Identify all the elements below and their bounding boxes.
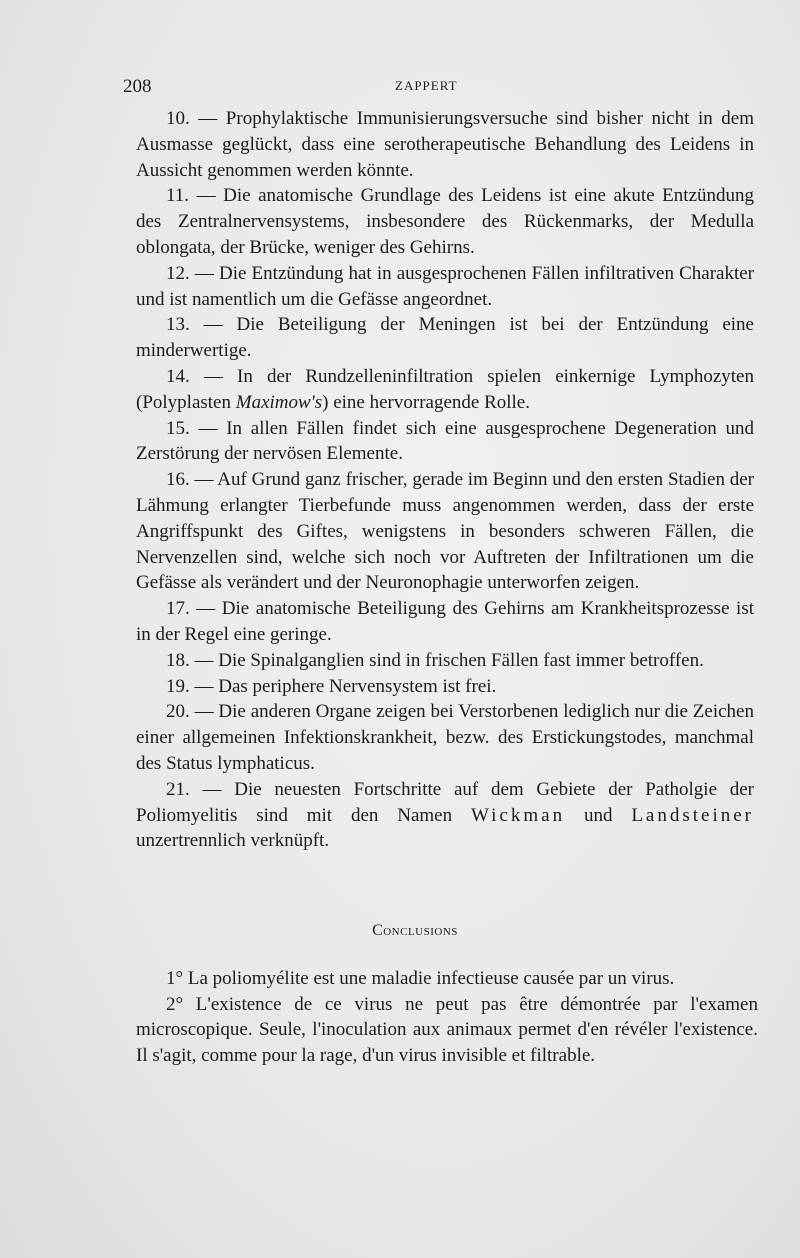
conclusion-item-1 xyxy=(136,966,758,992)
paragraph-number: 10. xyxy=(166,108,190,129)
page-header xyxy=(123,76,643,102)
paragraph-number: 16. xyxy=(166,469,190,491)
paragraph-19 xyxy=(136,674,754,700)
paragraph-text: — Die anatomische Grundlage des Leidens ist eine akute Entzündung des Zentralnervensystems, insbesondere des Rückenmarks, der Medulla oblongata, der Brücke, weniger des Gehirns. xyxy=(136,185,754,258)
paragraph-text-mid: und xyxy=(565,804,632,826)
paragraph-20 xyxy=(136,699,754,776)
paragraph-number: 14. xyxy=(166,365,190,387)
conclusion-number: 2° xyxy=(166,993,184,1015)
conclusion-item-2 xyxy=(136,992,758,1069)
paragraph-13 xyxy=(136,312,754,364)
paragraph-number: 19. xyxy=(166,675,190,697)
section-title-conclusions: Conclusions xyxy=(372,922,458,939)
paragraph-21 xyxy=(136,777,754,854)
paragraph-text: — Die anderen Organe zeigen bei Verstorbenen lediglich nur die Zeichen einer allgemeinen Infektionskrankheit, bezw. des Erstickungstodes, manchmal des Status lymphaticus. xyxy=(136,701,754,774)
paragraph-number: 17. xyxy=(166,598,190,620)
paragraph-16 xyxy=(136,467,754,596)
paragraph-11 xyxy=(136,183,754,260)
paragraph-number: 12. xyxy=(166,262,190,284)
paragraph-text: — Prophylaktische Immunisierungsversuche sind bisher nicht in dem Ausmasse geglückt, dass eine serotherapeutische Behandlung des Leidens in Aussicht genommen werden könnte. xyxy=(136,108,754,181)
paragraph-14 xyxy=(136,364,754,416)
paragraph-number: 18. xyxy=(166,649,190,671)
paragraph-15 xyxy=(136,416,754,468)
numbered-conclusions xyxy=(136,106,754,854)
page-number: 208 xyxy=(123,76,152,97)
paragraph-12 xyxy=(136,261,754,313)
paragraph-text: — Die Beteiligung der Meningen ist bei der Entzündung eine minderwertige. xyxy=(136,314,754,362)
paragraph-text: — Die Entzündung hat in ausgesprochenen Fällen infiltrativen Charakter und ist namentlich um die Gefässe angeordnet. xyxy=(136,262,754,310)
paragraph-text: — Die Spinalganglien sind in frischen Fällen fast immer betroffen. xyxy=(189,649,704,671)
paragraph-number: 13. xyxy=(166,314,190,336)
paragraph-number: 15. xyxy=(166,417,190,439)
author-name-italic: Maximow's xyxy=(235,391,323,413)
paragraph-text: — In allen Fällen findet sich eine ausgesprochene Degeneration und Zerstörung der nervösen Elemente. xyxy=(136,417,754,465)
paragraph-10 xyxy=(136,106,754,183)
paragraph-number: 21. xyxy=(166,778,190,800)
running-head: ZAPPERT xyxy=(395,78,458,93)
paragraph-text: — Die neuesten Fortschritte auf dem Gebiete der Patholgie der Poliomyelitis sind mit den Namen xyxy=(136,778,754,826)
paragraph-number: 11. xyxy=(166,185,190,207)
paragraph-number: 20. xyxy=(166,701,190,723)
author-name-landsteiner: Landsteiner xyxy=(631,804,755,826)
paragraph-18 xyxy=(136,648,754,674)
conclusion-text: La poliomyélite est une maladie infectieuse causée par un virus. xyxy=(183,968,675,989)
paragraph-text-end: ) eine hervorragende Rolle. xyxy=(322,391,530,413)
paragraph-text: — In der Rundzelleninfiltration spielen einkernige Lymphozyten (Polyplasten xyxy=(136,365,754,413)
paragraph-17 xyxy=(136,596,754,648)
paragraph-text: — Das periphere Nervensystem ist frei. xyxy=(189,675,497,697)
paragraph-text-end: unzertrennlich verknüpft. xyxy=(136,830,330,852)
paragraph-text: — Die anatomische Beteiligung des Gehirns am Krankheitsprozesse ist in der Regel eine geringe. xyxy=(136,598,754,645)
conclusion-number: 1° xyxy=(166,968,184,989)
paragraph-text: — Auf Grund ganz frischer, gerade im Beginn und den ersten Stadien der Lähmung erlangter Tierbefunde muss angenommen werden, dass der erste Angriffspunkt des Giftes, wenigstens in besonders schweren Fällen, die Nervenzellen sind, welche sich noch vor Auftreten der Infiltrationen um die Gefässe als verändert und der Neuronophagie unterworfen zeigen. xyxy=(136,469,754,594)
author-name-wickman: Wickman xyxy=(470,804,566,826)
conclusion-text: L'existence de ce virus ne peut pas être démontrée par l'examen microscopique. Seule, l'inoculation aux animaux permet d'en révéler l'existence. Il s'agit, comme pour la rage, d'un virus invisible et filtrable. xyxy=(136,993,758,1066)
conclusions-list xyxy=(136,966,758,1068)
